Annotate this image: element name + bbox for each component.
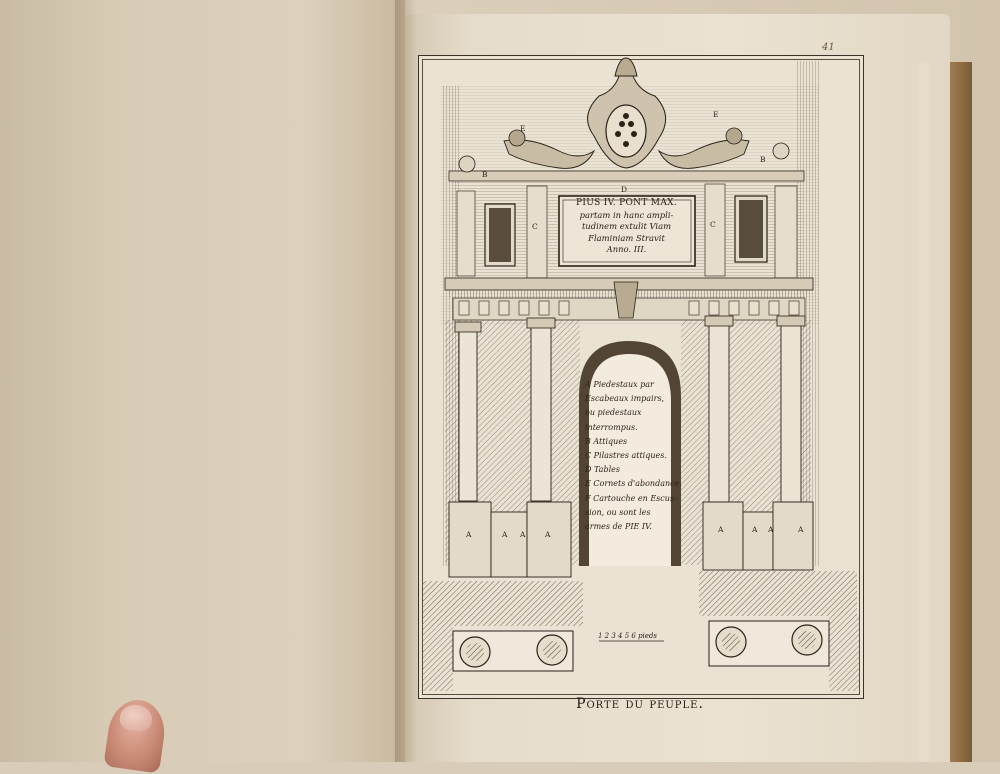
label-d: D — [621, 185, 628, 194]
page-number: 41 — [822, 42, 835, 53]
label-b-left: B — [482, 170, 488, 179]
engraving-drawing — [419, 56, 863, 698]
legend-line: F Cartouche en Escus- — [585, 493, 677, 503]
legend-line: A Piedestaux par — [585, 380, 654, 389]
label-c-right: C — [710, 220, 716, 229]
label-a: A — [752, 525, 758, 534]
legend-line: Escabeaux impairs, — [585, 394, 665, 404]
inscription-line: partam in hanc ampli- — [579, 209, 674, 220]
label-a: A — [502, 530, 508, 539]
scale-bar-label: 1 2 3 4 5 6 pieds — [598, 632, 658, 640]
plate-caption: Porte du peuple. — [576, 696, 704, 712]
label-a: A — [520, 530, 526, 539]
inscription-line: Anno. III. — [606, 244, 647, 254]
book-gutter — [395, 0, 417, 762]
label-a: A — [718, 525, 724, 534]
legend-line: E Cornets d'abondance. — [585, 479, 682, 489]
legend-line: C Pilastres attiques. — [585, 451, 667, 461]
label-a: A — [545, 530, 551, 539]
label-a: A — [466, 530, 472, 539]
label-a: A — [798, 525, 804, 534]
engraving-plate — [418, 55, 864, 699]
page-edge — [918, 62, 930, 762]
legend-line: sion, ou sont les — [585, 507, 651, 517]
legend — [585, 378, 697, 534]
label-a: A — [768, 525, 774, 534]
inscription-panel — [563, 198, 690, 260]
label-b-right: B — [760, 155, 766, 164]
label-e-right: E — [713, 110, 719, 119]
legend-line: interrompus. — [585, 422, 638, 432]
label-c-left: C — [532, 222, 538, 231]
inscription-line: Flaminiam Stravit — [588, 232, 665, 243]
legend-line: D Tables — [585, 465, 620, 475]
inscription-line: PIUS IV. PONT MAX. — [576, 198, 677, 208]
label-e-left: E — [520, 124, 526, 133]
legend-line: armes de PIE IV. — [585, 522, 652, 532]
legend-line: ou piedestaux — [585, 408, 642, 418]
left-page — [0, 0, 405, 762]
inscription-line: tudinem extulit Viam — [581, 221, 672, 231]
legend-line: B Attiques — [585, 436, 628, 446]
